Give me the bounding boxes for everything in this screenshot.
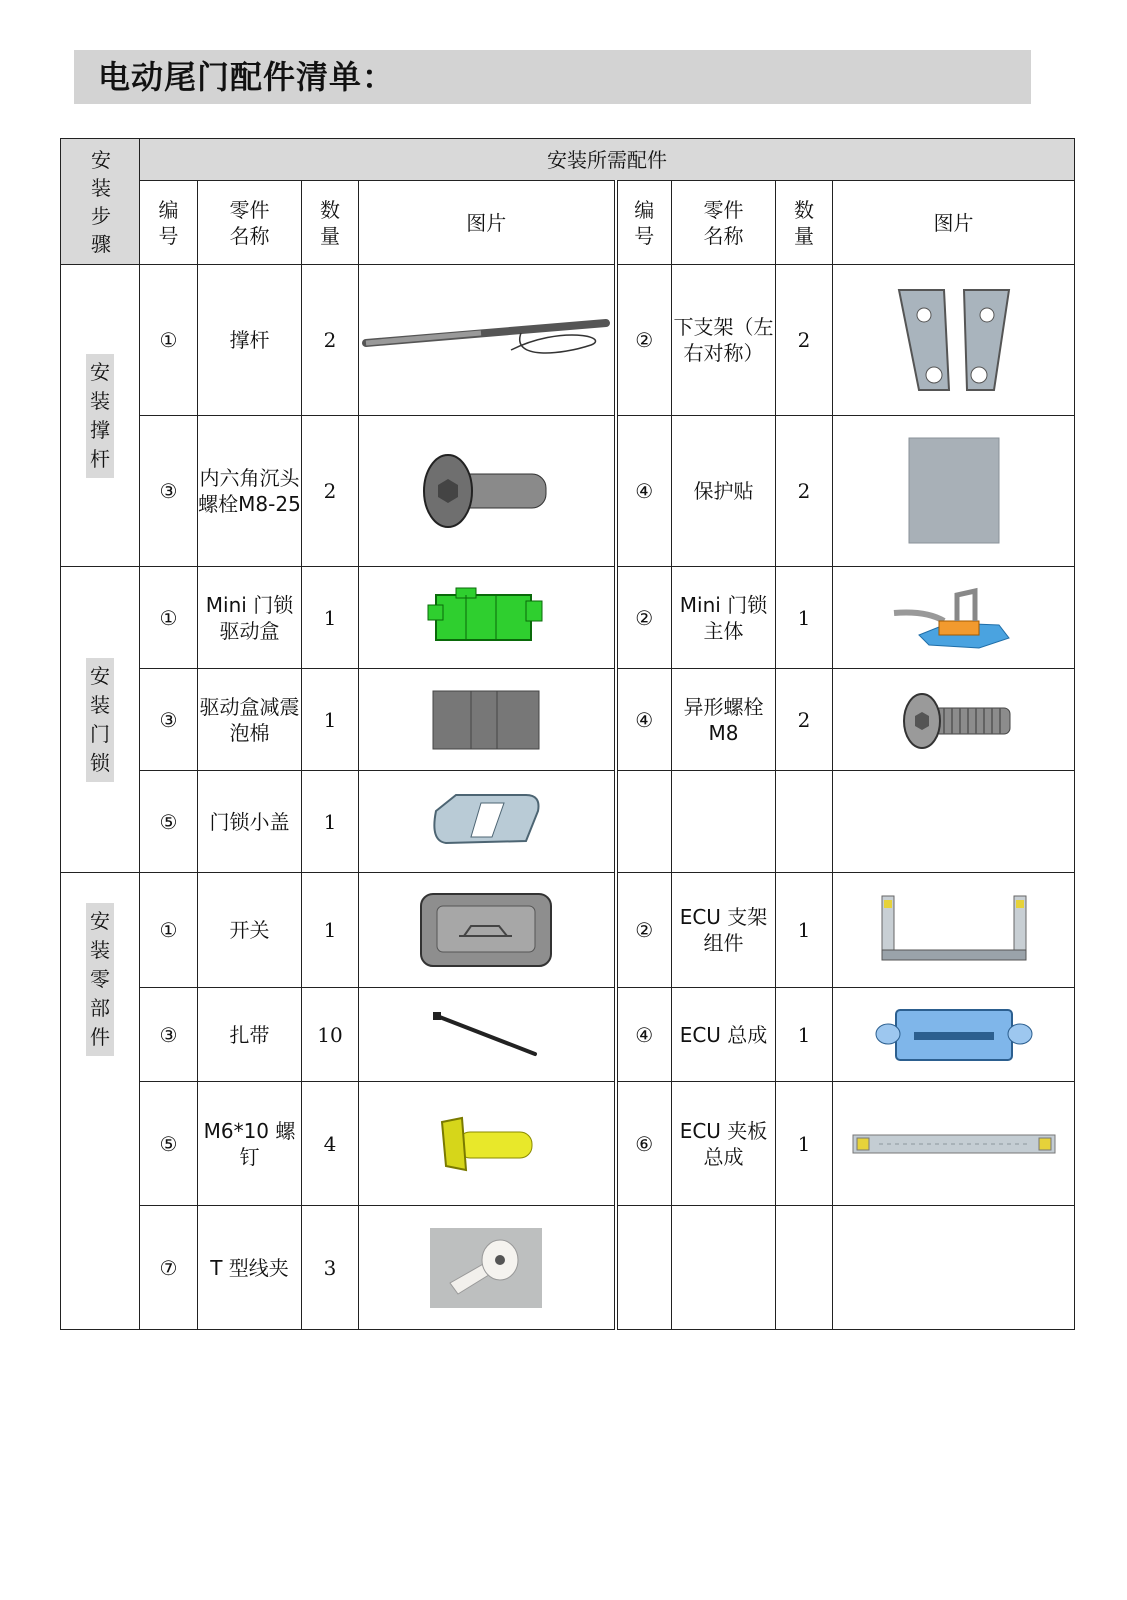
table-row xyxy=(61,265,1075,416)
header-num: 编 号 xyxy=(616,181,672,265)
table-row xyxy=(61,669,1075,771)
empty-cell xyxy=(616,771,672,873)
item-number: ④ xyxy=(616,416,672,567)
item-qty: 1 xyxy=(302,669,359,771)
strut-icon xyxy=(361,305,611,375)
item-number: ③ xyxy=(140,416,198,567)
table-row xyxy=(61,567,1075,669)
item-name: ECU 夹板总成 xyxy=(672,1082,776,1206)
item-qty: 1 xyxy=(302,771,359,873)
item-number: ④ xyxy=(616,988,672,1082)
item-picture xyxy=(359,567,616,669)
title-bar xyxy=(74,50,1031,104)
table-row xyxy=(61,1206,1075,1330)
section-label: 安装撑杆 xyxy=(61,265,140,567)
item-qty: 3 xyxy=(302,1206,359,1330)
protective-sticker-icon xyxy=(904,436,1004,546)
item-picture xyxy=(359,873,616,988)
page-title: 电动尾门配件清单： xyxy=(98,58,396,96)
item-qty: 1 xyxy=(776,873,833,988)
ecu-clamp-plate-icon xyxy=(849,1129,1059,1159)
item-qty: 1 xyxy=(776,1082,833,1206)
item-name: 扎带 xyxy=(198,988,302,1082)
item-picture xyxy=(359,1206,616,1330)
empty-cell xyxy=(672,771,776,873)
item-picture xyxy=(833,988,1075,1082)
item-qty: 2 xyxy=(776,265,833,416)
header-name: 零件 名称 xyxy=(198,181,302,265)
item-picture xyxy=(833,567,1075,669)
table-row xyxy=(61,988,1075,1082)
header-step: 安装步骤 xyxy=(61,139,140,265)
item-picture xyxy=(359,669,616,771)
countersunk-bolt-icon xyxy=(416,446,556,536)
item-number: ④ xyxy=(616,669,672,771)
item-qty: 1 xyxy=(776,988,833,1082)
item-number: ③ xyxy=(140,988,198,1082)
item-name: Mini 门锁驱动盒 xyxy=(198,567,302,669)
header-group: 安装所需配件 xyxy=(140,139,1075,181)
table-row xyxy=(61,771,1075,873)
item-picture xyxy=(359,771,616,873)
parts-table xyxy=(60,138,1075,1330)
header-name: 零件 名称 xyxy=(672,181,776,265)
item-number: ⑦ xyxy=(140,1206,198,1330)
item-picture xyxy=(833,1082,1075,1206)
item-name: 下支架（左右对称） xyxy=(672,265,776,416)
header-qty: 数 量 xyxy=(776,181,833,265)
item-name: 内六角沉头螺栓M8-25 xyxy=(198,416,302,567)
item-number: ① xyxy=(140,873,198,988)
lower-bracket-icon xyxy=(879,280,1029,400)
item-number: ① xyxy=(140,567,198,669)
item-name: 门锁小盖 xyxy=(198,771,302,873)
cable-tie-icon xyxy=(431,1010,541,1060)
section-label: 安装零部件 xyxy=(61,873,140,1330)
item-name: T 型线夹 xyxy=(198,1206,302,1330)
item-picture xyxy=(359,416,616,567)
header-num: 编 号 xyxy=(140,181,198,265)
item-name: 异形螺栓 M8 xyxy=(672,669,776,771)
item-picture xyxy=(833,265,1075,416)
lock-body-icon xyxy=(889,583,1019,653)
foam-pad-icon xyxy=(431,689,541,751)
header-pic: 图片 xyxy=(359,181,616,265)
item-name: 撑杆 xyxy=(198,265,302,416)
table-row xyxy=(61,873,1075,988)
item-number: ③ xyxy=(140,669,198,771)
item-qty: 1 xyxy=(302,567,359,669)
item-number: ② xyxy=(616,567,672,669)
item-name: 驱动盒减震泡棉 xyxy=(198,669,302,771)
item-number: ② xyxy=(616,265,672,416)
header-qty: 数 量 xyxy=(302,181,359,265)
item-name: ECU 支架组件 xyxy=(672,873,776,988)
item-number: ⑤ xyxy=(140,1082,198,1206)
special-bolt-icon xyxy=(894,690,1014,750)
item-picture xyxy=(359,988,616,1082)
empty-cell xyxy=(776,1206,833,1330)
lock-drive-box-icon xyxy=(426,583,546,653)
item-name: Mini 门锁主体 xyxy=(672,567,776,669)
item-picture xyxy=(359,265,616,416)
item-qty: 1 xyxy=(776,567,833,669)
ecu-assembly-icon xyxy=(874,1004,1034,1066)
item-qty: 2 xyxy=(776,669,833,771)
table-row xyxy=(61,416,1075,567)
item-name: 开关 xyxy=(198,873,302,988)
item-qty: 4 xyxy=(302,1082,359,1206)
item-qty: 1 xyxy=(302,873,359,988)
t-clip-icon xyxy=(430,1228,542,1308)
switch-icon xyxy=(419,892,553,968)
item-picture xyxy=(833,873,1075,988)
item-number: ⑥ xyxy=(616,1082,672,1206)
item-number: ② xyxy=(616,873,672,988)
lock-cover-icon xyxy=(426,791,546,853)
item-number: ⑤ xyxy=(140,771,198,873)
empty-cell xyxy=(776,771,833,873)
item-picture xyxy=(833,669,1075,771)
item-picture xyxy=(359,1082,616,1206)
item-qty: 2 xyxy=(776,416,833,567)
ecu-bracket-icon xyxy=(874,892,1034,968)
item-qty: 2 xyxy=(302,416,359,567)
empty-cell xyxy=(616,1206,672,1330)
table-row xyxy=(61,1082,1075,1206)
item-qty: 10 xyxy=(302,988,359,1082)
section-label: 安装门锁 xyxy=(61,567,140,873)
item-picture xyxy=(833,416,1075,567)
empty-cell xyxy=(833,771,1075,873)
item-name: 保护贴 xyxy=(672,416,776,567)
item-name: ECU 总成 xyxy=(672,988,776,1082)
item-name: M6*10 螺钉 xyxy=(198,1082,302,1206)
header-pic: 图片 xyxy=(833,181,1075,265)
item-qty: 2 xyxy=(302,265,359,416)
screw-icon xyxy=(436,1114,536,1174)
empty-cell xyxy=(672,1206,776,1330)
empty-cell xyxy=(833,1206,1075,1330)
item-number: ① xyxy=(140,265,198,416)
